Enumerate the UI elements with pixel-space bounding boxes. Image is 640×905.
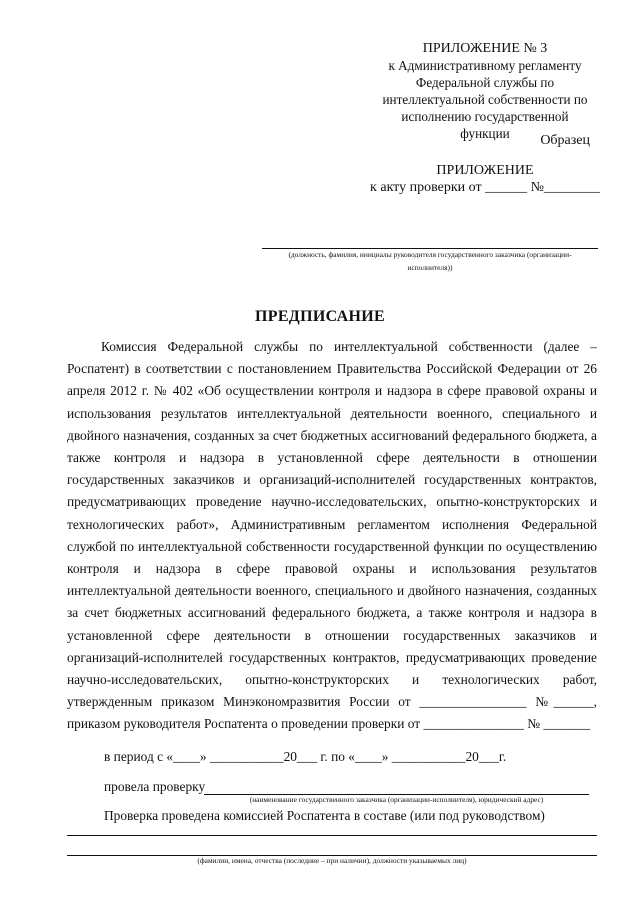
body-paragraph [67,336,597,736]
document-title: ПРЕДПИСАНИЕ [255,308,385,325]
appendix-line: исполнению государственной функции [401,109,569,141]
commission-rule-1 [67,835,597,836]
act-line: к акту проверки от ______ №________ [370,180,600,195]
commission-caption: (фамилии, имена, отчества (последние – при наличии), должности указываемых лиц) [197,856,467,865]
appendix-line: интеллектуальной собственности по [382,92,588,107]
act-block [370,162,600,196]
recipient-caption-line: (должность, фамилия, инициалы руководителя государственного заказчика (организации- [288,250,572,259]
recipient-caption-line: исполнителя)) [407,263,453,272]
appendix-line: Федеральной службы по [415,75,555,90]
sample-label: Образец [540,133,590,148]
recipient-caption [258,248,602,274]
appendix-title: ПРИЛОЖЕНИЕ № 3 [422,41,548,56]
commission-line: Проверка проведена комиссией Роспатента в составе (или под руководством) [104,808,545,823]
act-title: ПРИЛОЖЕНИЕ [436,163,534,178]
period-line: в период с «____» ___________20___ г. по «____» ___________20___г. [104,749,507,764]
paragraph-text: Комиссия Федеральной службы по интеллектуальной собственности (далее – Роспатент) в соответствии с постановлением Правительства Российской Федерации от 26 апреля 2012 г. № 402 «Об осуществлении контроля и надзора в сфере правовой охраны и использования результатов интеллектуальной деятельности военного, специального и двойного назначения, созданных за счет бюджетных ассигнований федерального бюджета, а также контроля и надзора в установленной сфере деятельности в отношении государственных заказчиков и организаций-исполнителей государственных контрактов, предусматривающих проведение научно-исследовательских, опытно-конструкторских и технологических работ», Административным регламентом исполнения Федеральной службой по интеллектуальной собственности государственной функции по осуществлению контроля и надзора в сфере правовой охраны и использования результатов интеллектуальной деятельности военного, специального и двойного назначения, созданных за счет бюджетных ассигнований федерального бюджета, а также контроля и надзора в установленной сфере деятельности в отношении государственных заказчиков и организаций-исполнителей государственных контрактов, предусматривающих проведение научно-исследовательских, опытно-конструкторских и технологических работ, утвержденным приказом Минэкономразвития России от ________________ №______, приказом руководителя Роспатента о проведении проверки от _______________ № _______ [67,339,597,732]
inspection-caption: (наименование государственного заказчика (организации-исполнителя), юридический адрес) [249,795,544,804]
inspection-line: провела проверку [104,779,206,794]
appendix-block [380,40,590,142]
appendix-line: к Административному регламенту [388,58,582,73]
